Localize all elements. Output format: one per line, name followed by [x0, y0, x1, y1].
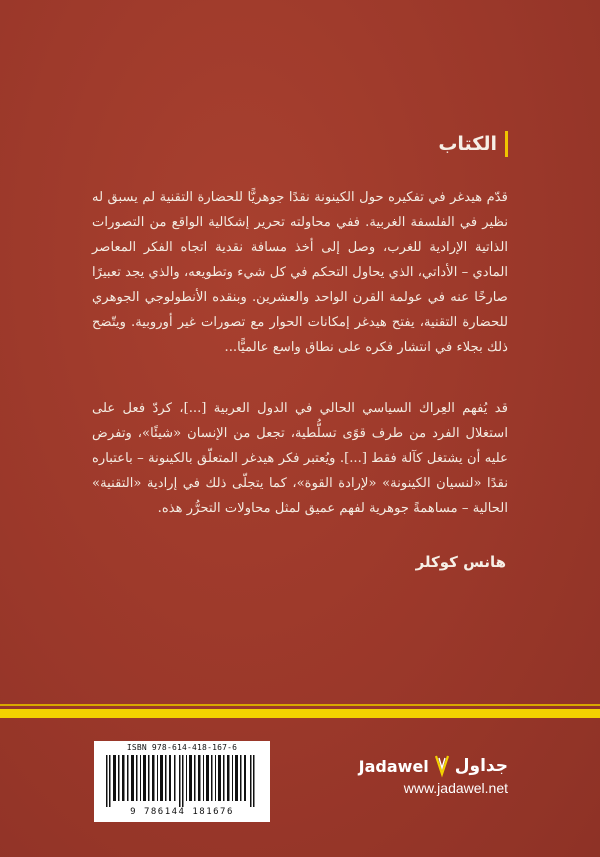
heading-accent-bar	[505, 131, 508, 157]
decorative-stripe-thin	[0, 704, 600, 706]
isbn-label: ISBN 978-614-418-167-6	[126, 743, 238, 752]
publisher-name-latin: Jadawel	[358, 756, 429, 776]
barcode-number: 9 786144 181676	[130, 807, 234, 817]
publisher-name-arabic: جداول	[454, 756, 508, 776]
blurb-paragraph-2: قد يُفهم العِراك السياسي الحالي في الدول العربية [...]، كردّ فعل على استغلال الفرد من طرف قوًى تسلُّطية، تجعل من الإنسان «شيئًا»، وتفرض عليه أن يشتغل كآلة فقط [...]. ويُعتبر فكر هيدغر المتعلّق بالكينونة – باعتباره نقدًا «لنسيان الكينونة» «لإرادة القوة»، كما يتجلّى ذلك في إرادية «التقنية» الحالية – مساهمةً جوهرية لفهم عميق لمثل محاولات التحرُّر هذه.	[92, 401, 508, 516]
publisher-logo-icon	[433, 754, 451, 778]
publisher-name	[359, 754, 508, 778]
section-title-text: الكتاب	[438, 133, 497, 155]
publisher-url: www.jadawel.net	[403, 780, 508, 796]
publisher-block	[358, 740, 508, 800]
section-heading	[438, 131, 508, 157]
decorative-stripe-thick	[0, 709, 600, 718]
blurb-paragraph-1: قدّم هيدغر في تفكيره حول الكينونة نقدًا جوهريًّا للحضارة التقنية لم يسبق له نظير في الفلسفة الغربية. ففي محاولته تحرير إشكالية الواقع من التصورات الذاتية الإرادية للغرب، وصل إلى أخذ مسافة نقدية اتجاه الفكر المعاصر المادي – الأداتي، الذي يحاول التحكم في كل شيء وتطويعه، والذي يجد تعبيرًا صارخًا عنه في عولمة القرن الواحد والعشرين. وبنقده الأنطولوجي الجوهري للحضارة التقنية، يفتح هيدغر إمكانات الحوار مع تصورات غير أوروبية. ويتّضح ذلك بجلاء في انتشار فكره على نطاق واسع عالميًّا...	[92, 190, 508, 355]
author-name: هانس كوكلر	[415, 553, 506, 571]
barcode-icon	[104, 755, 260, 807]
barcode-block	[94, 741, 270, 822]
